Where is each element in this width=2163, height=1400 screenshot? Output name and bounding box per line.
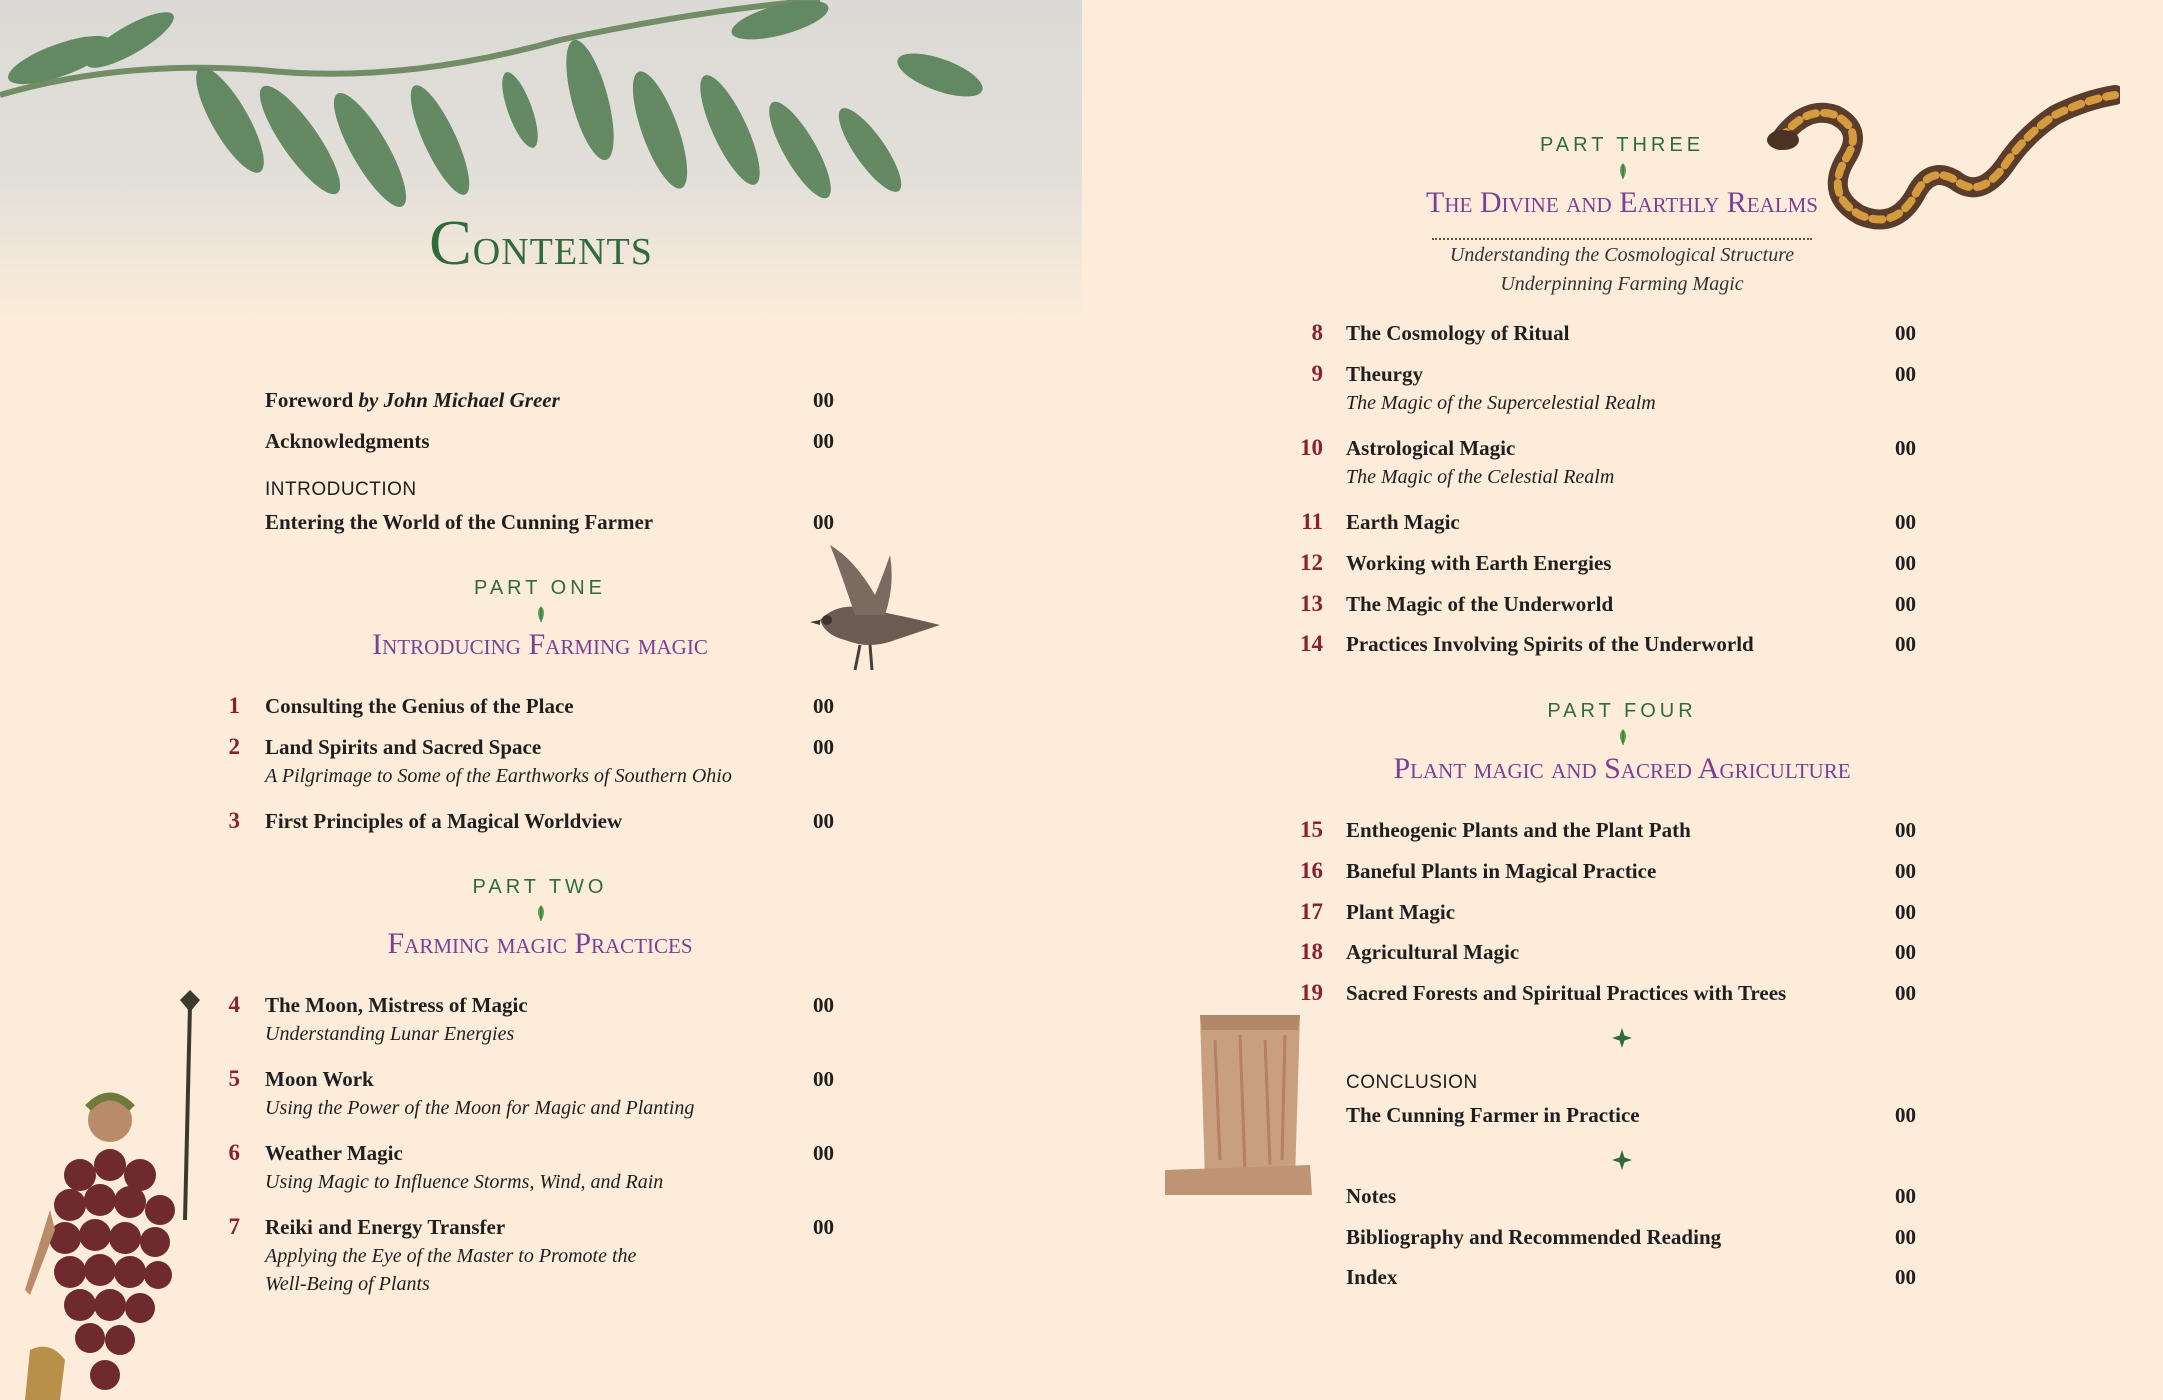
page-number: 00 — [813, 1141, 834, 1165]
part-two-label: PART TWO — [472, 876, 608, 898]
page-number: 00 — [813, 1215, 834, 1239]
chapter-number: 19 — [1300, 980, 1323, 1005]
conclusion-label: CONCLUSION — [1346, 1072, 1478, 1093]
page-number: 00 — [1895, 981, 1916, 1005]
conclusion-entry[interactable]: The Cunning Farmer in Practice — [1346, 1103, 1640, 1127]
leaf-icon — [1616, 728, 1630, 746]
foreword-entry[interactable] — [265, 388, 560, 413]
chapter-entry[interactable]: Moon Work — [265, 1067, 374, 1091]
chapter-entry[interactable]: Weather Magic — [265, 1141, 403, 1165]
chapter-entry[interactable]: Theurgy — [1346, 362, 1424, 386]
chapter-subtitle: Applying the Eye of the Master to Promote the — [265, 1245, 637, 1267]
page-number: 00 — [1895, 551, 1916, 575]
chapter-entry[interactable]: Reiki and Energy Transfer — [265, 1215, 506, 1239]
page-number: 00 — [813, 1067, 834, 1091]
chapter-subtitle: The Magic of the Supercelestial Realm — [1346, 392, 1656, 414]
chapter-entry[interactable]: First Principles of a Magical Worldview — [265, 809, 623, 833]
page-number: 00 — [1895, 1184, 1916, 1208]
part-four-title: Plant magic and Sacred Agriculture — [1393, 752, 1851, 785]
chapter-number: 14 — [1300, 631, 1323, 656]
page-number: 00 — [1895, 940, 1916, 964]
page-number: 00 — [1895, 362, 1916, 386]
chapter-subtitle: Understanding Lunar Energies — [265, 1023, 515, 1045]
star-ornament-icon — [1612, 1150, 1632, 1170]
bird-illustration — [800, 540, 955, 690]
bibliography-entry[interactable]: Bibliography and Recommended Reading — [1346, 1225, 1722, 1249]
index-entry[interactable]: Index — [1346, 1265, 1398, 1289]
chapter-number: 5 — [228, 1066, 240, 1091]
page-number: 00 — [813, 388, 834, 412]
leaf-icon — [534, 904, 548, 922]
chapter-entry[interactable]: Baneful Plants in Magical Practice — [1346, 859, 1657, 883]
page-number: 00 — [1895, 818, 1916, 842]
chapter-number: 9 — [1311, 361, 1323, 386]
page-number: 00 — [813, 993, 834, 1017]
part-four-label: PART FOUR — [1547, 700, 1697, 722]
chapter-number: 11 — [1301, 509, 1323, 534]
bacchus-illustration — [10, 990, 210, 1400]
chapter-subtitle: Using Magic to Influence Storms, Wind, and Rain — [265, 1171, 664, 1193]
chapter-entry[interactable]: The Cosmology of Ritual — [1346, 321, 1570, 345]
introduction-label: INTRODUCTION — [265, 479, 417, 500]
chapter-entry[interactable]: Earth Magic — [1346, 510, 1460, 534]
introduction-entry[interactable]: Entering the World of the Cunning Farmer — [265, 510, 654, 534]
page-number: 00 — [813, 694, 834, 718]
chapter-entry[interactable]: Agricultural Magic — [1346, 940, 1520, 964]
part-three-label: PART THREE — [1539, 134, 1705, 156]
chapter-number: 16 — [1300, 858, 1323, 883]
chapter-entry[interactable]: Astrological Magic — [1346, 436, 1516, 460]
chapter-entry[interactable]: Consulting the Genius of the Place — [265, 694, 574, 718]
leaf-icon — [1616, 162, 1630, 180]
chapter-entry[interactable]: Entheogenic Plants and the Plant Path — [1346, 818, 1691, 842]
chapter-number: 12 — [1300, 550, 1323, 575]
page-number: 00 — [813, 809, 834, 833]
chapter-entry[interactable]: The Magic of the Underworld — [1346, 592, 1614, 616]
part-one-label: PART ONE — [473, 577, 607, 599]
column-illustration — [1160, 1010, 1315, 1200]
chapter-number: 7 — [228, 1214, 240, 1239]
chapter-entry[interactable]: Plant Magic — [1346, 900, 1456, 924]
chapter-number: 15 — [1300, 817, 1323, 842]
notes-entry[interactable]: Notes — [1346, 1184, 1397, 1208]
chapter-entry[interactable]: Land Spirits and Sacred Space — [265, 735, 542, 759]
page-number: 00 — [1895, 592, 1916, 616]
chapter-number: 13 — [1300, 591, 1323, 616]
chapter-number: 10 — [1300, 435, 1323, 460]
page-number: 00 — [1895, 510, 1916, 534]
part-one-title: Introducing Farming magic — [372, 628, 708, 661]
part-three-subtitle: Understanding the Cosmological Structure — [1449, 244, 1795, 266]
chapter-number: 8 — [1311, 320, 1323, 345]
chapter-subtitle: A Pilgrimage to Some of the Earthworks of Southern Ohio — [265, 765, 732, 787]
part-three-subtitle-continued: Underpinning Farming Magic — [1500, 273, 1744, 295]
foreword-title: Foreword — [265, 388, 354, 412]
page-title: Contents — [429, 207, 653, 278]
chapter-entry[interactable]: The Moon, Mistress of Magic — [265, 993, 528, 1017]
page-number: 00 — [813, 429, 834, 453]
chapter-number: 3 — [228, 808, 240, 833]
chapter-number: 18 — [1300, 939, 1323, 964]
chapter-subtitle: The Magic of the Celestial Realm — [1346, 466, 1615, 488]
part-three-title: The Divine and Earthly Realms — [1426, 186, 1818, 219]
page-number: 00 — [1895, 1265, 1916, 1289]
chapter-subtitle-continued: Well-Being of Plants — [265, 1273, 430, 1295]
chapter-entry[interactable]: Working with Earth Energies — [1346, 551, 1612, 575]
acknowledgments-entry[interactable]: Acknowledgments — [265, 429, 430, 453]
leaf-icon — [534, 605, 548, 623]
page-number: 00 — [813, 735, 834, 759]
page-number: 00 — [813, 510, 834, 534]
chapter-number: 1 — [228, 693, 240, 718]
page-number: 00 — [1895, 1103, 1916, 1127]
page-number: 00 — [1895, 900, 1916, 924]
chapter-number: 17 — [1300, 899, 1323, 924]
dotted-divider — [1432, 238, 1812, 240]
foreword-by: by — [353, 388, 384, 412]
page-number: 00 — [1895, 321, 1916, 345]
star-ornament-icon — [1612, 1028, 1632, 1048]
page-number: 00 — [1895, 436, 1916, 460]
chapter-entry[interactable]: Practices Involving Spirits of the Underworld — [1346, 632, 1754, 656]
chapter-subtitle: Using the Power of the Moon for Magic and Planting — [265, 1097, 695, 1119]
chapter-number: 6 — [228, 1140, 240, 1165]
foreword-author: John Michael Greer — [383, 388, 560, 412]
page-number: 00 — [1895, 1225, 1916, 1249]
chapter-number: 4 — [228, 992, 240, 1017]
chapter-number: 2 — [228, 734, 240, 759]
page-number: 00 — [1895, 632, 1916, 656]
part-two-title: Farming magic Practices — [387, 927, 693, 960]
page-number: 00 — [1895, 859, 1916, 883]
chapter-entry[interactable]: Sacred Forests and Spiritual Practices with Trees — [1346, 981, 1787, 1005]
